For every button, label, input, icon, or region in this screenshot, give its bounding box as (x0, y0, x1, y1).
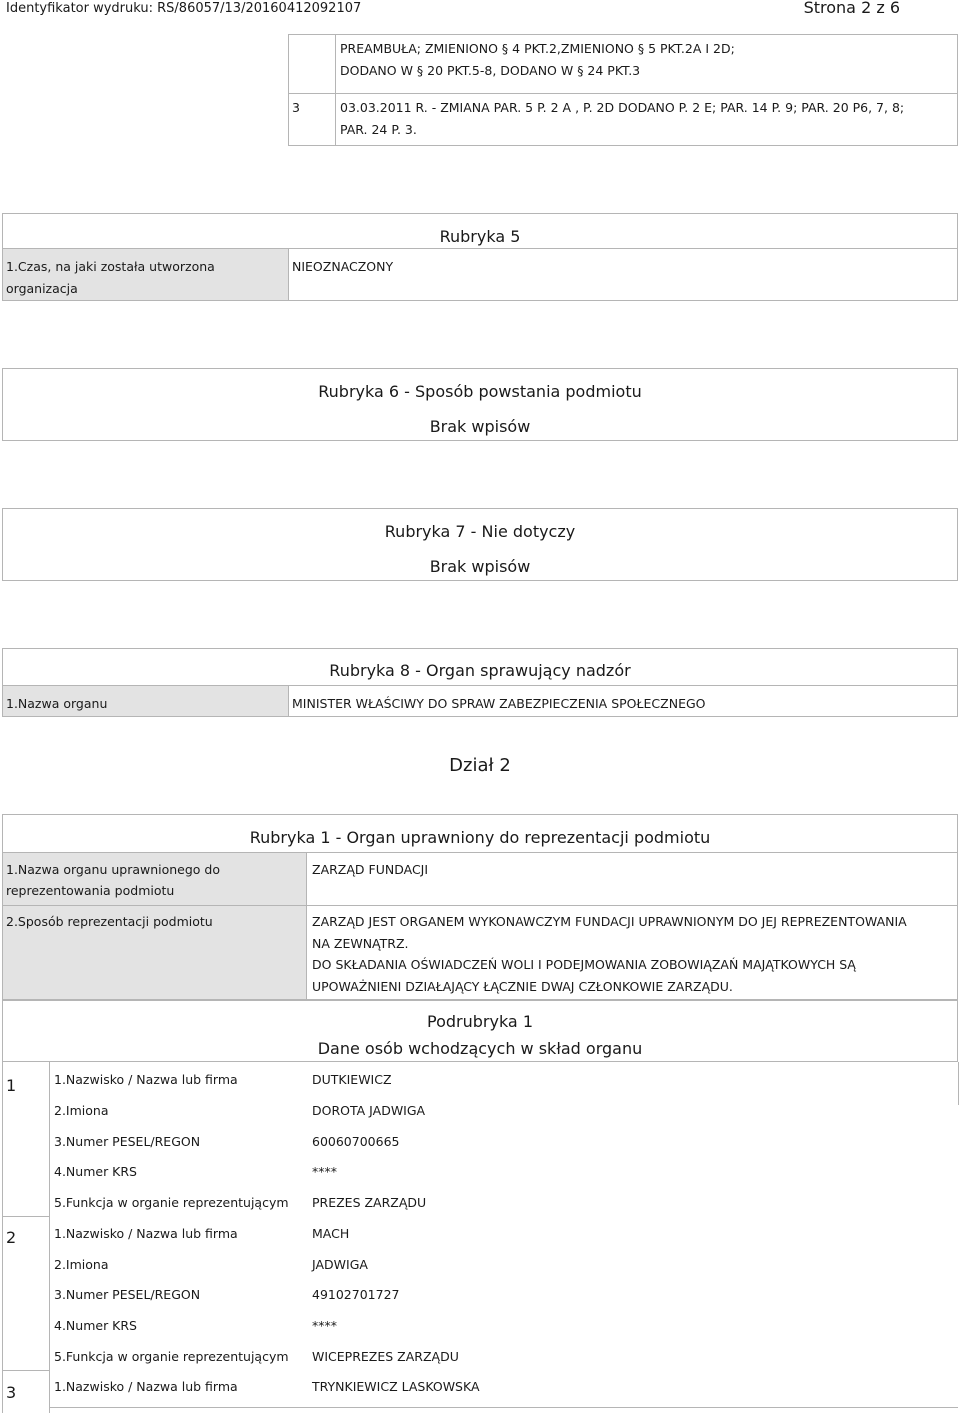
field-label: 4.Numer KRS (54, 1318, 137, 1333)
field-value: DO SKŁADANIA OŚWIADCZEŃ WOLI I PODEJMOWANIA ZOBOWIĄZAŃ MAJĄTKOWYCH SĄ (312, 957, 856, 972)
person-names: DOROTA JADWIGA (312, 1103, 426, 1118)
person-surname: TRYNKIEWICZ LASKOWSKA (312, 1379, 480, 1394)
change-text: PAR. 24 P. 3. (340, 122, 417, 137)
person-surname: DUTKIEWICZ (312, 1072, 392, 1087)
field-label: 5.Funkcja w organie reprezentującym (54, 1349, 289, 1364)
person-surname: MACH (312, 1226, 350, 1241)
person-function: PREZES ZARZĄDU (312, 1195, 427, 1210)
field-label: 1.Nazwisko / Nazwa lub firma (54, 1379, 238, 1394)
person-pesel: 60060700665 (312, 1134, 400, 1149)
section-title: Rubryka 1 - Organ uprawniony do reprezentacji podmiotu (249, 828, 711, 847)
person-number: 2 (6, 1228, 17, 1247)
field-label: 1.Nazwisko / Nazwa lub firma (54, 1072, 238, 1087)
field-label: 2.Sposób reprezentacji podmiotu (6, 914, 213, 929)
field-label: 2.Imiona (54, 1103, 109, 1118)
person-krs: **** (312, 1318, 337, 1333)
person-names: JADWIGA (312, 1257, 368, 1272)
field-label: organizacja (6, 281, 78, 296)
field-label: 5.Funkcja w organie reprezentującym (54, 1195, 289, 1210)
field-label: 4.Numer KRS (54, 1164, 137, 1179)
empty-entries: Brak wpisów (429, 557, 531, 576)
change-number: 3 (292, 100, 300, 115)
field-label: 1.Nazwa organu uprawnionego do (6, 862, 221, 877)
change-text: DODANO W § 20 PKT.5-8, DODANO W § 24 PKT.3 (340, 63, 641, 78)
person-function: WICEPREZES ZARZĄDU (312, 1349, 459, 1364)
field-label: 3.Numer PESEL/REGON (54, 1287, 201, 1302)
field-value: MINISTER WŁAŚCIWY DO SPRAW ZABEZPIECZENIA SPOŁECZNEGO (292, 696, 706, 711)
field-label: 1.Czas, na jaki została utworzona (6, 259, 215, 274)
field-label: reprezentowania podmiotu (6, 883, 175, 898)
change-text: 03.03.2011 R. - ZMIANA PAR. 5 P. 2 A , P. 2D DODANO P. 2 E; PAR. 14 P. 9; PAR. 20 P6, 7, 8; (340, 100, 905, 115)
field-value: UPOWAŻNIENI DZIAŁAJĄCY ŁĄCZNIE DWAJ CZŁONKOWIE ZARZĄDU. (312, 979, 733, 994)
field-label: 1.Nazwisko / Nazwa lub firma (54, 1226, 238, 1241)
print-identifier: Identyfikator wydruku: RS/86057/13/20160412092107 (6, 1, 362, 16)
field-value: ZARZĄD JEST ORGANEM WYKONAWCZYM FUNDACJI UPRAWNIONYM DO JEJ REPREZENTOWANIA (312, 914, 907, 929)
section-title: Rubryka 7 - Nie dotyczy (384, 522, 576, 541)
change-text: PREAMBUŁA; ZMIENIONO § 4 PKT.2,ZMIENIONO § 5 PKT.2A I 2D; (340, 41, 735, 56)
field-label: 1.Nazwa organu (6, 696, 108, 711)
person-pesel: 49102701727 (312, 1287, 400, 1302)
person-number: 1 (6, 1076, 17, 1095)
field-label: 3.Numer PESEL/REGON (54, 1134, 201, 1149)
field-value: NIEOZNACZONY (292, 259, 394, 274)
person-number: 3 (6, 1383, 17, 1402)
section-title: Rubryka 6 - Sposób powstania podmiotu (318, 382, 642, 401)
dzial-title: Dział 2 (449, 755, 511, 776)
person-krs: **** (312, 1164, 337, 1179)
section-title: Rubryka 5 (439, 227, 521, 246)
page-number: Strona 2 z 6 (803, 0, 900, 17)
subsection-title: Podrubryka 1 (427, 1012, 533, 1031)
section-title: Rubryka 8 - Organ sprawujący nadzór (329, 661, 631, 680)
field-value: NA ZEWNĄTRZ. (312, 936, 409, 951)
field-value: ZARZĄD FUNDACJI (312, 862, 429, 877)
subsection-subtitle: Dane osób wchodzących w skład organu (317, 1039, 643, 1058)
empty-entries: Brak wpisów (429, 417, 531, 436)
field-label: 2.Imiona (54, 1257, 109, 1272)
